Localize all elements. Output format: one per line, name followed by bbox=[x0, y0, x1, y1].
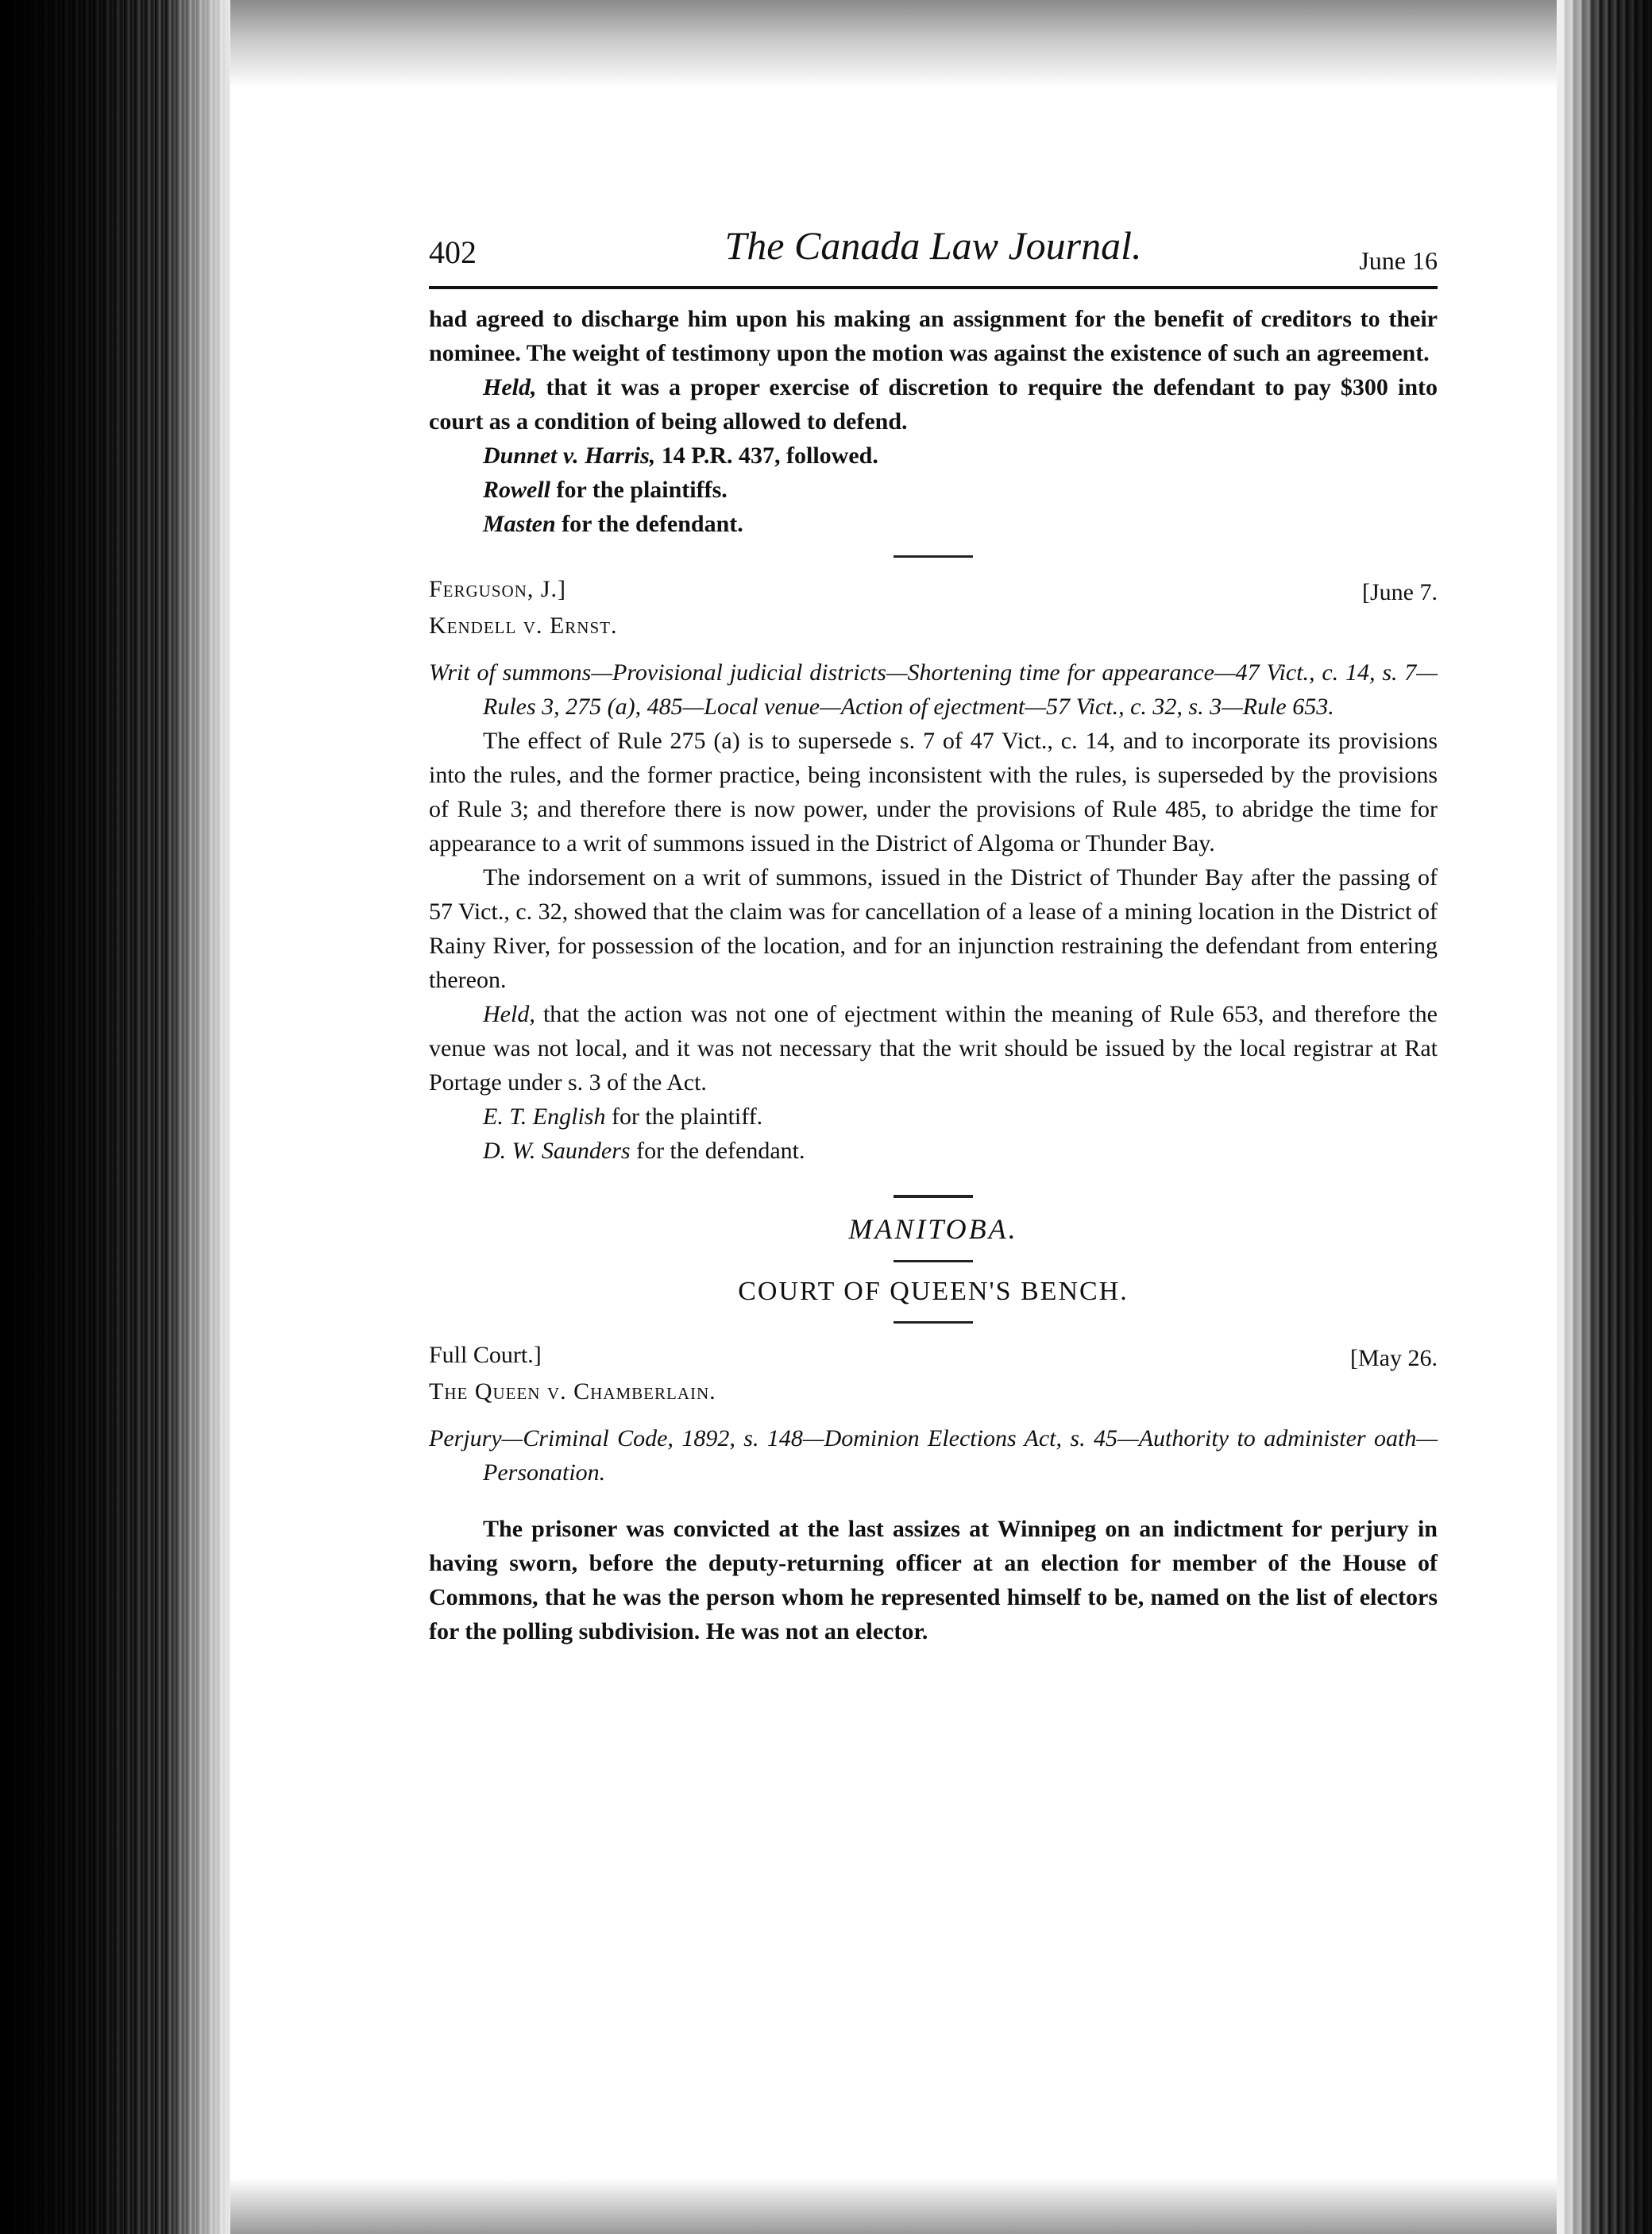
held-text: that the action was not one of ejectment within the meaning of Rule 653, and therefore the venue was not local, and it was not necessary that the writ should be issued by the local registrar at Rat Portage under s. 3 of the Act. bbox=[429, 1001, 1438, 1096]
counsel-name: Rowell bbox=[483, 477, 551, 503]
case-section bbox=[429, 572, 1438, 1168]
counsel-line bbox=[429, 507, 1438, 541]
section-divider bbox=[894, 1260, 973, 1262]
book-page-edge-right bbox=[1557, 0, 1652, 2234]
judge-line bbox=[429, 572, 1438, 609]
counsel-role: for the defendant. bbox=[630, 1138, 805, 1164]
case-paragraph: The indorsement on a writ of summons, issued in the District of Thunder Bay after the passing of 57 Vict., c. 32, showed that the claim was for cancellation of a lease of a mining location in the District of Rainy River, for possession of the location, and for an injunction restraining the defendant from entering thereon. bbox=[429, 864, 1438, 993]
counsel-line bbox=[429, 1134, 1438, 1168]
running-header bbox=[429, 222, 1438, 289]
citation-rest: 14 P.R. 437, followed. bbox=[655, 443, 878, 469]
counsel-role: for the plaintiffs. bbox=[550, 477, 728, 503]
held-paragraph bbox=[429, 370, 1438, 439]
decision-date: [June 7. bbox=[1362, 579, 1438, 605]
page-number: 402 bbox=[429, 234, 477, 270]
followed-citation bbox=[429, 439, 1438, 473]
held-label: Held, bbox=[483, 374, 537, 400]
counsel-name: E. T. English bbox=[483, 1103, 606, 1130]
held-paragraph bbox=[429, 997, 1438, 1100]
held-text: that it was a proper exercise of discretion to require the defendant to pay $300 into court as a condition of being allowed to defend. bbox=[429, 374, 1438, 435]
counsel-line bbox=[429, 473, 1438, 507]
scan-shadow-bottom bbox=[199, 2178, 1573, 2234]
issue-date: June 16 bbox=[1359, 246, 1438, 275]
section-divider bbox=[894, 555, 973, 558]
counsel-role: for the defendant. bbox=[555, 511, 743, 537]
journal-page bbox=[429, 222, 1438, 2050]
section-divider bbox=[894, 1195, 973, 1198]
case-paragraph: had agreed to discharge him upon his making an assignment for the benefit of creditors to their nominee. The weight of testimony upon the motion was against the existence of such an agreement. bbox=[429, 306, 1438, 366]
counsel-role: for the plaintiff. bbox=[605, 1103, 763, 1130]
court-name: Full Court.] bbox=[429, 1342, 542, 1368]
case-paragraph: The effect of Rule 275 (a) is to supersede s. 7 of 47 Vict., c. 14, and to incorporate its provisions into the rules, and the former practice, being inconsistent with the rules, is superseded by the provisions of Rule 3; and therefore there is now power, under the provisions of Rule 485, to abridge the time for appearance to a writ of summons issued in the District of Algoma or Thunder Bay. bbox=[429, 728, 1438, 856]
province-heading: MANITOBA. bbox=[848, 1213, 1018, 1245]
counsel-name: Masten bbox=[483, 511, 556, 537]
judge-name: Ferguson, J.] bbox=[429, 576, 567, 602]
scan-shadow-top bbox=[199, 0, 1573, 87]
court-heading: COURT OF QUEEN'S BENCH. bbox=[738, 1277, 1129, 1306]
counsel-name: D. W. Saunders bbox=[483, 1138, 631, 1164]
book-binding-edge-left bbox=[0, 0, 230, 2234]
case-paragraph: The prisoner was convicted at the last assizes at Winnipeg on an indictment for perjury in having sworn, before the deputy-returning officer at an election for member of the House of Commons, that he was the person whom he represented himself to be, named on the list of electors for the polling subdivision. He was not an elector. bbox=[429, 1516, 1438, 1645]
journal-title: The Canada Law Journal. bbox=[724, 223, 1142, 268]
case-title: The Queen v. Chamberlain. bbox=[429, 1378, 716, 1405]
held-label: Held, bbox=[483, 1001, 535, 1027]
case-headnote: Perjury—Criminal Code, 1892, s. 148—Dominion Elections Act, s. 45—Authority to administer oath—Personation. bbox=[429, 1425, 1438, 1486]
judge-line bbox=[429, 1338, 1438, 1374]
counsel-line bbox=[429, 1100, 1438, 1134]
decision-date: [May 26. bbox=[1350, 1345, 1438, 1371]
section-divider bbox=[894, 1321, 973, 1324]
case-headnote: Writ of summons—Provisional judicial districts—Shortening time for appearance—47 Vict., c. 14, s. 7—Rules 3, 275 (a), 485—Local venue—Action of ejectment—57 Vict., c. 32, s. 3—Rule 653. bbox=[429, 659, 1438, 720]
citation-case-name: Dunnet v. Harris, bbox=[483, 443, 656, 469]
case-continued-section bbox=[429, 302, 1438, 541]
case-title: Kendell v. Ernst. bbox=[429, 613, 618, 639]
case-section bbox=[429, 1338, 1438, 1648]
